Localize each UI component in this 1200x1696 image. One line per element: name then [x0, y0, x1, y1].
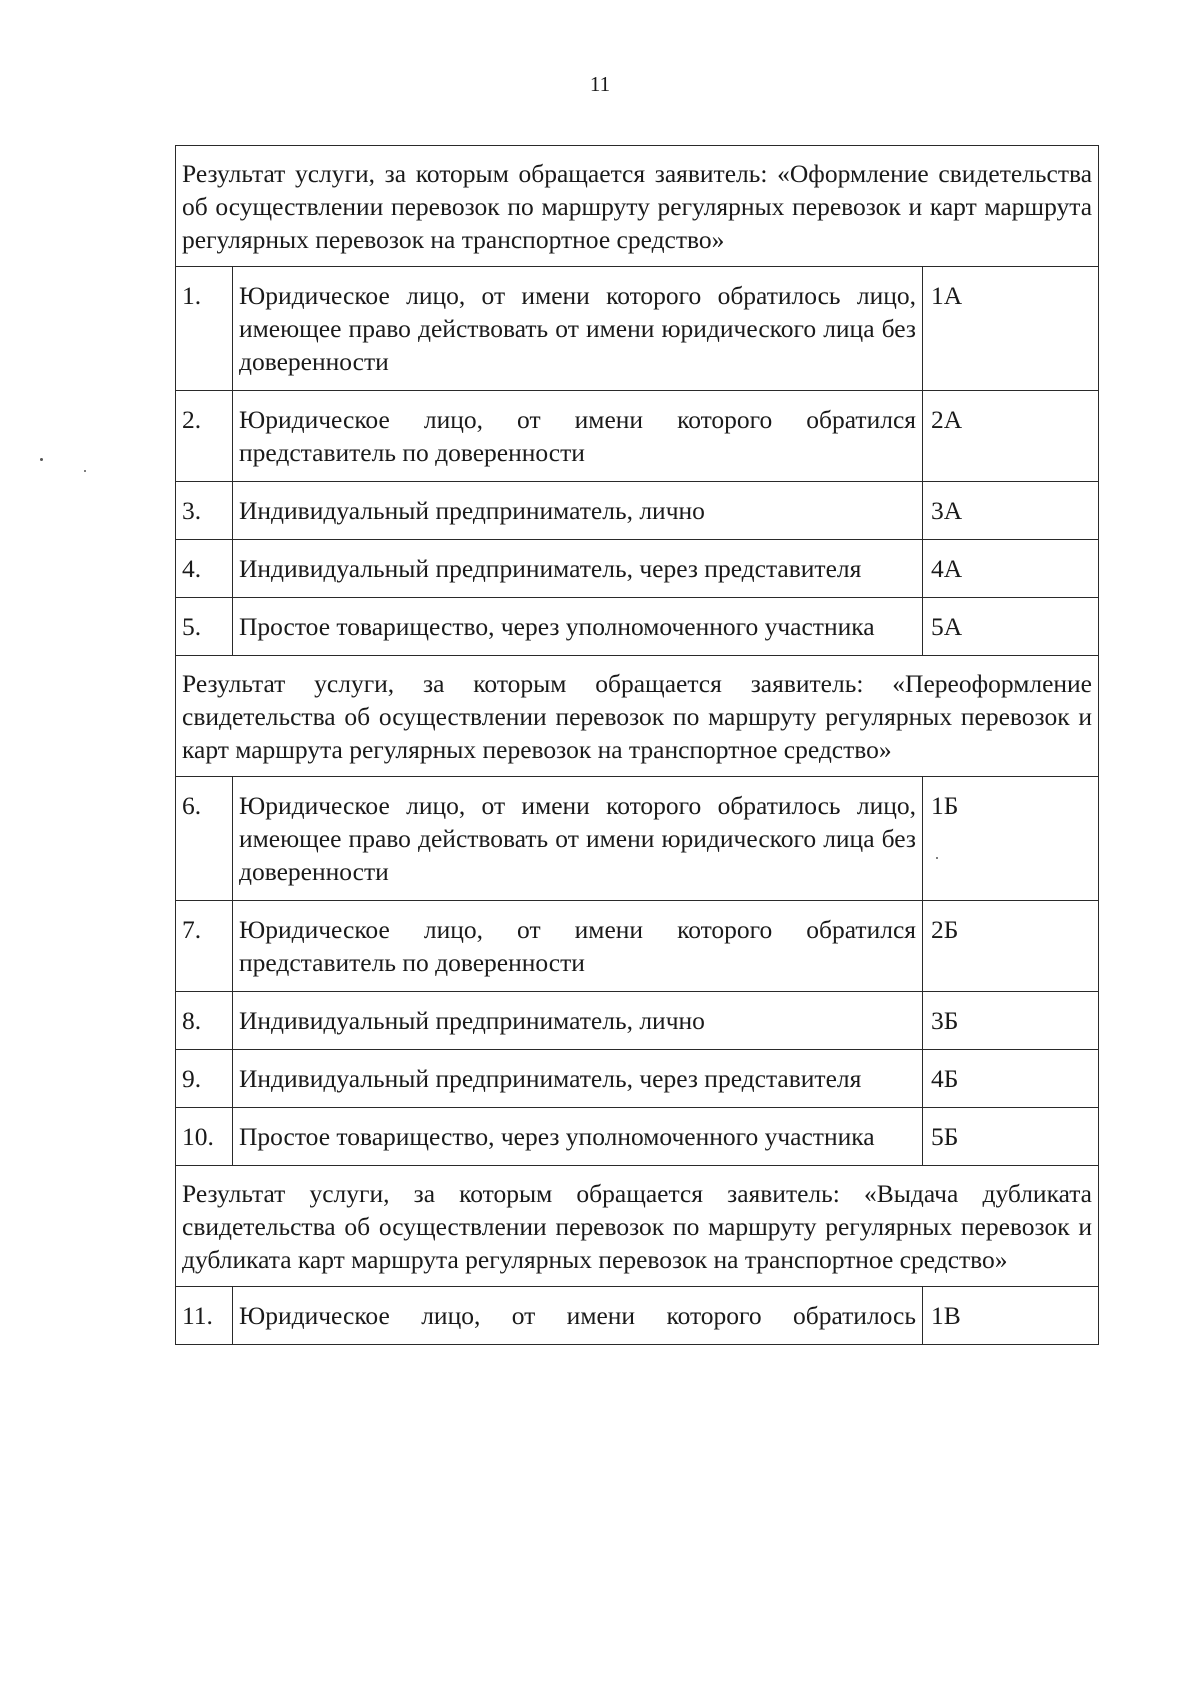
row-description: Юридическое лицо, от имени которого обратилось	[233, 1287, 923, 1345]
table-row	[176, 1050, 1099, 1108]
row-number: 5.	[176, 598, 233, 656]
table-row	[176, 540, 1099, 598]
row-number: 7.	[176, 901, 233, 992]
row-number: 2.	[176, 391, 233, 482]
row-number: 1.	[176, 267, 233, 391]
row-description: Индивидуальный предприниматель, через представителя	[233, 540, 923, 598]
table-row	[176, 482, 1099, 540]
row-number: 4.	[176, 540, 233, 598]
row-description: Юридическое лицо, от имени которого обратился представитель по доверенности	[233, 901, 923, 992]
table-row	[176, 391, 1099, 482]
section-title: Результат услуги, за которым обращается заявитель: «Выдача дубликата свидетельства об осуществлении перевозок по маршруту регулярных перевозок и дубликата карт маршрута регулярных перевозок на транспортное средство»	[176, 1166, 1099, 1287]
row-description: Юридическое лицо, от имени которого обратилось лицо, имеющее право действовать от имени юридического лица без доверенности	[233, 777, 923, 901]
row-code: 1Б	[923, 777, 1099, 901]
table-row	[176, 901, 1099, 992]
table-row	[176, 598, 1099, 656]
row-description: Юридическое лицо, от имени которого обратился представитель по доверенности	[233, 391, 923, 482]
section-title: Результат услуги, за которым обращается заявитель: «Переоформление свидетельства об осуществлении перевозок по маршруту регулярных перевозок и карт маршрута регулярных перевозок на транспортное средство»	[176, 656, 1099, 777]
page-number: 11	[589, 72, 611, 96]
row-code: 2А	[923, 391, 1099, 482]
row-code: 4Б	[923, 1050, 1099, 1108]
row-code: 1В	[923, 1287, 1099, 1345]
row-code: 2Б	[923, 901, 1099, 992]
row-code: 5Б	[923, 1108, 1099, 1166]
table-row	[176, 1108, 1099, 1166]
row-number: 10.	[176, 1108, 233, 1166]
services-table	[175, 145, 1099, 1345]
section-title: Результат услуги, за которым обращается заявитель: «Оформление свидетельства об осуществлении перевозок по маршруту регулярных перевозок и карт маршрута регулярных перевозок на транспортное средство»	[176, 146, 1099, 267]
row-number: 11.	[176, 1287, 233, 1345]
row-code: 5А	[923, 598, 1099, 656]
row-description: Индивидуальный предприниматель, лично	[233, 992, 923, 1050]
table-row	[176, 1287, 1099, 1345]
row-description: Индивидуальный предприниматель, лично	[233, 482, 923, 540]
row-description: Индивидуальный предприниматель, через представителя	[233, 1050, 923, 1108]
row-number: 8.	[176, 992, 233, 1050]
row-number: 3.	[176, 482, 233, 540]
row-description: Простое товарищество, через уполномоченного участника	[233, 598, 923, 656]
row-code: 3Б	[923, 992, 1099, 1050]
row-number: 6.	[176, 777, 233, 901]
row-code: 3А	[923, 482, 1099, 540]
scan-speck	[40, 458, 43, 461]
table-row	[176, 992, 1099, 1050]
row-code: 4А	[923, 540, 1099, 598]
scan-speck	[84, 470, 86, 472]
row-description: Юридическое лицо, от имени которого обратилось лицо, имеющее право действовать от имени юридического лица без доверенности	[233, 267, 923, 391]
table-row	[176, 267, 1099, 391]
row-code: 1А	[923, 267, 1099, 391]
table-row	[176, 777, 1099, 901]
section-header-row	[176, 146, 1099, 267]
section-header-row	[176, 1166, 1099, 1287]
row-description: Простое товарищество, через уполномоченного участника	[233, 1108, 923, 1166]
section-header-row	[176, 656, 1099, 777]
row-number: 9.	[176, 1050, 233, 1108]
